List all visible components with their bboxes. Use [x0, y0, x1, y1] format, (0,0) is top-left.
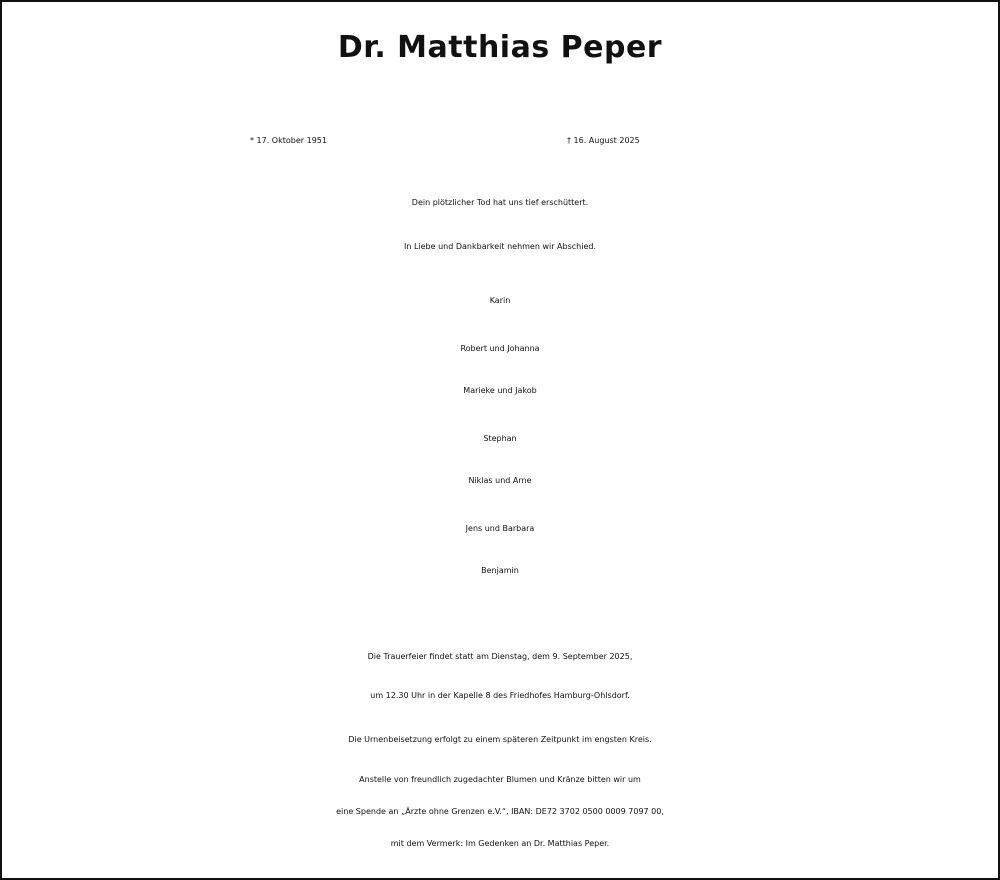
donation-request-line: Anstelle von freundlich zugedachter Blumen und Kränze bitten wir um [359, 775, 641, 784]
mourner-name: Jens und Barbara [465, 524, 535, 533]
funeral-info-line: um 12.30 Uhr in der Kapelle 8 des Friedhofes Hamburg-Ohlsdorf. [370, 691, 630, 700]
donation-reference-line: mit dem Vermerk: Im Gedenken an Dr. Matthias Peper. [390, 839, 610, 848]
mourner-name: Niklas und Arne [468, 476, 532, 485]
urn-burial-line: Die Urnenbeisetzung erfolgt zu einem späteren Zeitpunkt im engsten Kreis. [348, 735, 652, 744]
funeral-info-line: Die Trauerfeier findet statt am Dienstag, dem 9. September 2025, [367, 652, 633, 661]
mourner-name: Marieke und Jakob [463, 386, 537, 395]
mourner-name: Karin [489, 296, 511, 305]
deceased-name: Dr. Matthias Peper [337, 30, 663, 65]
donation-iban-line: eine Spende an „Ärzte ohne Grenzen e.V.“, IBAN: DE72 3702 0500 0009 7097 00, [336, 807, 664, 816]
mourner-name: Robert und Johanna [460, 344, 540, 353]
death-date: † 16. August 2025 [567, 136, 640, 145]
mourner-name: Stephan [483, 434, 517, 443]
mourner-name: Benjamin [481, 566, 519, 575]
birth-date: * 17. Oktober 1951 [250, 136, 327, 145]
intro-line: Dein plötzlicher Tod hat uns tief erschüttert. [411, 198, 589, 207]
intro-line: In Liebe und Dankbarkeit nehmen wir Abschied. [403, 242, 597, 251]
